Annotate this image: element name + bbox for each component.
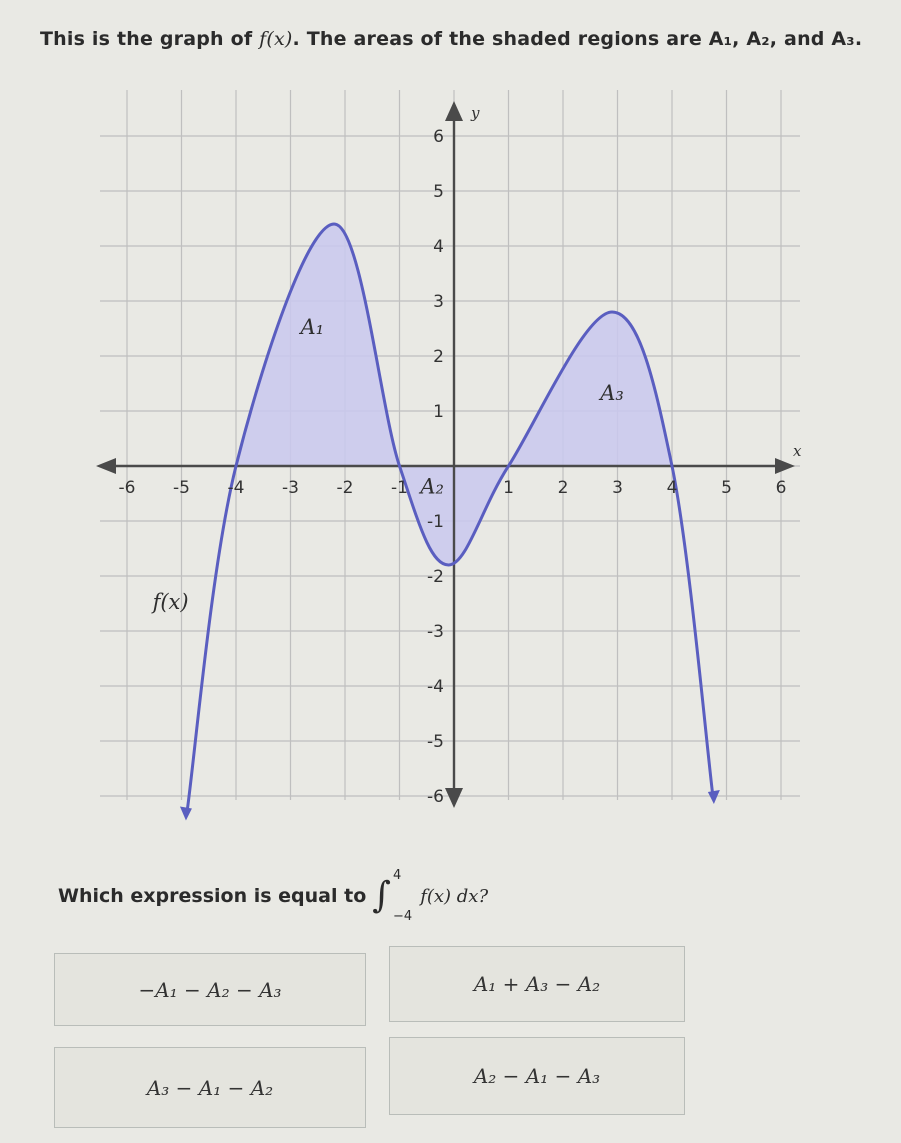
x-tick-label: -3 xyxy=(282,478,299,498)
y-axis-arrow-down xyxy=(445,788,463,808)
y-tick-label: -6 xyxy=(427,787,444,807)
x-tick-label: -1 xyxy=(391,478,408,498)
y-tick-label: 5 xyxy=(433,182,444,202)
x-tick-label: 1 xyxy=(503,478,514,498)
x-axis-label: x xyxy=(793,442,802,460)
x-tick-label: -2 xyxy=(336,478,354,498)
x-tick-label: 4 xyxy=(666,478,678,498)
y-tick-label: 1 xyxy=(433,402,444,422)
prompt-prefix: This is the graph of xyxy=(40,28,260,50)
x-tick-label: 5 xyxy=(721,478,732,498)
y-tick-label: -4 xyxy=(427,677,444,697)
question xyxy=(58,868,488,924)
choice-d-label: A₂ − A₁ − A₃ xyxy=(473,1064,601,1088)
curve-arrow-right xyxy=(708,790,720,804)
question-text: Which expression is equal to xyxy=(58,885,367,907)
x-tick-label: 3 xyxy=(612,478,623,498)
choice-c-label: A₃ − A₁ − A₂ xyxy=(146,1075,274,1100)
choice-d-button[interactable] xyxy=(389,1037,685,1115)
integral-sign: ∫ xyxy=(372,875,392,916)
x-tick-label: -5 xyxy=(173,478,190,498)
choice-a-label: −A₁ − A₂ − A₃ xyxy=(138,977,282,1002)
region-label: A₁ xyxy=(300,315,325,339)
y-tick-label: 3 xyxy=(433,292,444,312)
choice-b-label: A₁ + A₃ − A₂ xyxy=(473,972,601,996)
choice-c-button[interactable] xyxy=(54,1047,366,1128)
integral-lower: −4 xyxy=(393,909,413,924)
integral-upper: 4 xyxy=(393,868,402,883)
function-label: f(x) xyxy=(152,590,189,614)
x-tick-label: 2 xyxy=(557,478,569,498)
y-tick-label: 2 xyxy=(433,347,444,367)
y-tick-label: -2 xyxy=(427,567,444,587)
curve-arrow-left xyxy=(180,807,192,821)
integral-expression xyxy=(372,868,488,924)
choice-b-button[interactable] xyxy=(389,946,685,1022)
y-tick-label: -1 xyxy=(427,512,444,532)
y-tick-label: -5 xyxy=(427,732,444,752)
region-label: A₂ xyxy=(420,474,444,499)
y-axis-arrow-up xyxy=(445,101,463,121)
shaded-region xyxy=(187,224,713,813)
integral-limits xyxy=(393,868,412,924)
y-tick-label: -3 xyxy=(427,622,444,642)
y-tick-label: 6 xyxy=(433,127,444,147)
integrand: f(x) dx? xyxy=(420,885,489,907)
x-tick-label: -6 xyxy=(118,478,136,498)
region-label: A₃ xyxy=(600,381,624,405)
x-axis-arrow-right xyxy=(775,458,795,474)
x-axis-arrow-left xyxy=(96,458,116,474)
prompt-suffix: . The areas of the shaded regions are A₁, A₂, and A₃. xyxy=(292,28,863,50)
x-tick-label: 6 xyxy=(775,478,787,498)
choice-a-button[interactable] xyxy=(54,953,366,1026)
x-tick-label: -4 xyxy=(227,478,245,498)
prompt-function: f(x) xyxy=(259,28,293,50)
y-axis-label: y xyxy=(471,104,480,122)
y-tick-label: 4 xyxy=(433,237,444,257)
